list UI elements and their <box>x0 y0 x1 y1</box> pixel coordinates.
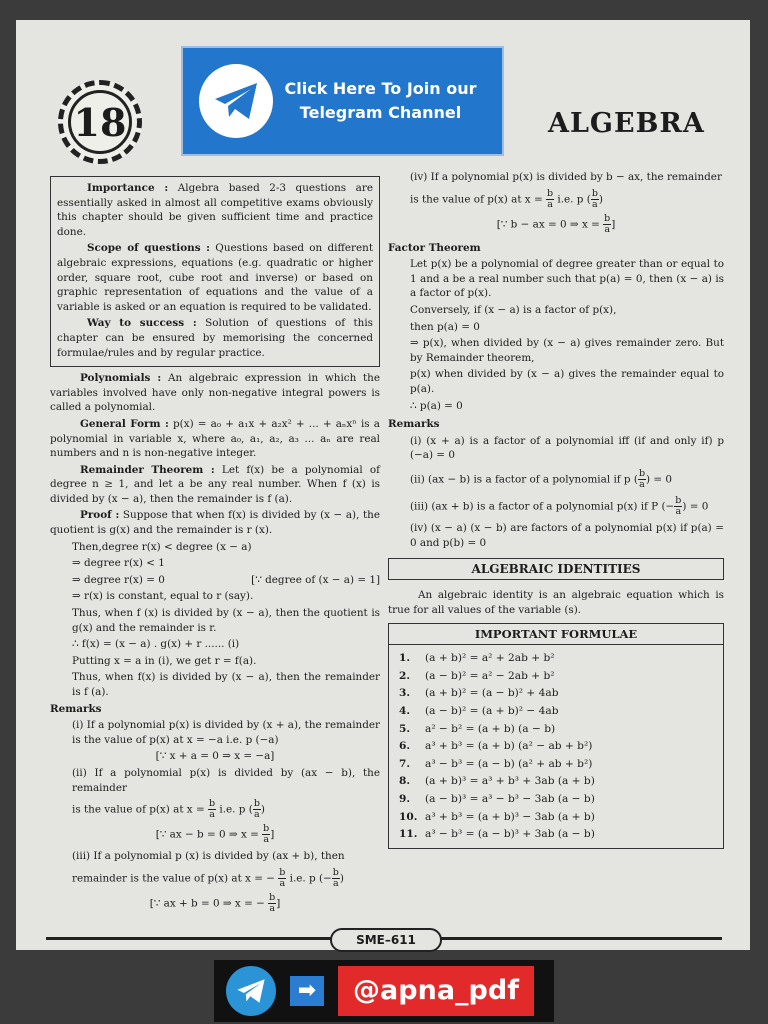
formula-text: (a − b)² = a² − 2ab + b² <box>425 669 555 682</box>
way-label: Way to success : <box>87 317 197 330</box>
remark-1: (i) If a polynomial p(x) is divided by (x + a), the remainder is the value of p(x) at x = −a i.e. p (−a) <box>72 719 380 746</box>
importance-text: Algebra based 2-3 questions are essentially asked in almost all competitive exams obviously this chapter should be given sufficient time and practice done. <box>57 182 373 238</box>
telegram-icon <box>199 64 273 138</box>
intro-box <box>50 176 380 367</box>
remainder-theorem-text: Let f(x) be a polynomial of degree n ≥ 1, and let a be any real number. When f (x) is divided by (x − a), then the remainder is f (a). <box>50 463 380 505</box>
general-form-label: General Form : <box>80 417 169 430</box>
formula-number: 3. <box>399 687 411 700</box>
telegram-banner-text <box>273 77 488 125</box>
factor-theorem-line-5: p(x) when divided by (x − a) gives the remainder equal to p(a). <box>410 368 724 395</box>
formula-number: 9. <box>399 793 411 806</box>
remark-3-note: [∵ ax + b = 0 ⇒ x = − $\frac{b}{a}$ ] <box>149 891 281 914</box>
fraction-b-over-a: $\frac{b}{a}$ <box>638 467 646 490</box>
chapter-number: 18 <box>68 90 132 154</box>
telegram-join-banner[interactable] <box>181 46 504 156</box>
channel-handle: @apna_pdf <box>338 966 534 1016</box>
remark-3: (iii) If a polynomial p (x) is divided by (ax + b), then <box>72 850 345 863</box>
fraction-b-over-a: $\frac{b}{a}$ <box>332 866 339 889</box>
proof-line-6: ∴ f(x) = (x − a) . g(x) + r ...... (i) <box>72 638 240 651</box>
remark-4: (iv) If a polynomial p(x) is divided by b − ax, the remainder <box>410 171 722 183</box>
formula-text: a³ − b³ = (a − b) (a² + ab + b²) <box>425 757 593 770</box>
remark-3-value: remainder is the value of p(x) at x = − $\frac{b}{a}$ i.e. p (− $\frac{b}{a}$ ) <box>72 866 344 889</box>
factor-theorem-line-3: then p(a) = 0 <box>410 320 480 333</box>
formula-text: a³ + b³ = (a + b)³ − 3ab (a + b) <box>425 810 595 823</box>
factor-theorem-heading: Factor Theorem <box>388 241 481 254</box>
formula-number: 7. <box>399 757 411 770</box>
telegram-icon <box>226 966 276 1016</box>
remarks-heading-right: Remarks <box>388 418 440 431</box>
proof-line-2: ⇒ degree r(x) < 1 <box>72 557 165 570</box>
page-code: SME–611 <box>330 928 442 952</box>
factor-theorem-line-1: Let p(x) be a polynomial of degree greater than or equal to 1 and a be a real number such that p(a) = 0, then (x − a) is a factor of p(x). <box>410 258 724 300</box>
formula-number: 11. <box>399 828 418 841</box>
factor-remark-3: (iii) (ax + b) is a factor of a polynomial p(x) if P (− $\frac{b}{a}$ ) = 0 <box>410 494 709 517</box>
fraction-b-over-a: $\frac{b}{a}$ <box>263 823 270 846</box>
banner-line-2: Telegram Channel <box>299 103 462 122</box>
formula-item <box>389 650 723 668</box>
formula-number: 4. <box>399 705 411 718</box>
proof-text: Suppose that when f(x) is divided by (x − a), the quotient is g(x) and the remainder is r (x). <box>50 509 380 537</box>
formula-text: a³ − b³ = (a − b)³ + 3ab (a − b) <box>425 828 595 841</box>
proof-line-4: ⇒ r(x) is constant, equal to r (say). <box>72 590 254 603</box>
formula-item <box>389 668 723 686</box>
left-column <box>50 176 380 916</box>
proof-line-3: ⇒ degree r(x) = 0 <box>72 573 165 586</box>
formula-list <box>389 650 723 844</box>
arrow-right-icon: ➡ <box>290 976 324 1006</box>
proof-line-7: Putting x = a in (i), we get r = f(a). <box>72 654 257 667</box>
formula-number: 8. <box>399 775 411 788</box>
formula-item <box>389 703 723 721</box>
proof-line-5: Thus, when f (x) is divided by (x − a), then the quotient is g(x) and the remainder is r. <box>72 607 380 634</box>
scope-text: Questions based on different algebraic expressions, equations (e.g. quadratic or higher order, square root, cube root and inverse) or based on graphic representation of equations and the value of a variable is asked or an equation is required to be validated. <box>57 242 374 313</box>
proof-line-3-note: [∵ degree of (x − a) = 1] <box>251 573 380 586</box>
remainder-theorem-label: Remainder Theorem : <box>80 463 215 476</box>
formula-text: (a + b)² = (a − b)² + 4ab <box>425 687 559 700</box>
polynomials-text: An algebraic expression in which the variables involved have only non-negative integral powers is called a polynomial. <box>50 372 380 414</box>
fraction-b-over-a: $\frac{b}{a}$ <box>675 494 682 517</box>
important-formulae-heading: IMPORTANT FORMULAE <box>389 624 723 645</box>
fraction-b-over-a: $\frac{b}{a}$ <box>547 187 554 210</box>
way-text: Solution of questions of this chapter can be ensured by memorising the concerned formulae/rules and by regular practice. <box>57 317 373 359</box>
bottom-telegram-banner[interactable] <box>214 960 554 1022</box>
fraction-b-over-a: $\frac{b}{a}$ <box>269 891 276 914</box>
important-formulae-box <box>388 623 724 849</box>
fraction-b-over-a: $\frac{b}{a}$ <box>604 212 611 235</box>
fraction-b-over-a: $\frac{b}{a}$ <box>209 798 216 821</box>
formula-text: (a + b)³ = a³ + b³ + 3ab (a + b) <box>425 775 595 788</box>
proof-line-1: Then,degree r(x) < degree (x − a) <box>72 540 252 553</box>
formula-item <box>389 738 723 756</box>
remark-1-note: [∵ x + a = 0 ⇒ x = −a] <box>155 750 275 763</box>
formula-number: 2. <box>399 669 411 682</box>
remark-2-note: [∵ ax − b = 0 ⇒ x = $\frac{b}{a}$ ] <box>155 823 275 846</box>
formula-item <box>389 791 723 809</box>
banner-line-1: Click Here To Join our <box>284 79 477 98</box>
formula-item <box>389 826 723 844</box>
general-form-text: p(x) = a₀ + a₁x + a₂x² + ... + aₙxⁿ is a polynomial in variable x, where a₀, a₁, a₂, a₃ ... aₙ are real numbers and n is non-negative integer. <box>50 417 380 460</box>
formula-number: 6. <box>399 740 411 753</box>
formula-item <box>389 721 723 739</box>
formula-item <box>389 756 723 774</box>
remark-4-note: [∵ b − ax = 0 ⇒ x = $\frac{b}{a}$ ] <box>496 212 616 235</box>
polynomials-label: Polynomials : <box>80 372 162 385</box>
formula-item <box>389 685 723 703</box>
proof-label: Proof : <box>80 509 120 522</box>
factor-remark-2: (ii) (ax − b) is a factor of a polynomial if p ( $\frac{b}{a}$ ) = 0 <box>410 467 673 490</box>
remark-2: (ii) If a polynomial p(x) is divided by (ax − b), the remainder <box>72 766 380 794</box>
factor-theorem-line-4: ⇒ p(x), when divided by (x − a) gives remainder zero. But by Remainder theorem, <box>410 337 724 364</box>
fraction-b-over-a: $\frac{b}{a}$ <box>253 798 260 821</box>
algebraic-identities-text: An algebraic identity is an algebraic equation which is true for all values of the variable (s). <box>388 589 724 616</box>
proof-line-8: Thus, when f(x) is divided by (x − a), then the remainder is f (a). <box>72 671 380 698</box>
formula-text: a³ + b³ = (a + b) (a² − ab + b²) <box>425 740 593 753</box>
chapter-title: ALGEBRA <box>548 108 705 139</box>
algebraic-identities-heading: ALGEBRAIC IDENTITIES <box>388 558 724 580</box>
formula-number: 5. <box>399 722 411 735</box>
scope-label: Scope of questions : <box>87 242 211 255</box>
remarks-heading-left: Remarks <box>50 702 102 715</box>
formula-text: (a − b)² = (a + b)² − 4ab <box>425 705 559 718</box>
factor-remark-4: (iv) (x − a) (x − b) are factors of a polynomial p(x) if p(a) = 0 and p(b) = 0 <box>410 521 724 549</box>
formula-item <box>389 773 723 791</box>
formula-text: (a + b)² = a² + 2ab + b² <box>425 652 555 665</box>
fraction-b-over-a: $\frac{b}{a}$ <box>591 187 598 210</box>
factor-remark-1: (i) (x + a) is a factor of a polynomial iff (if and only if) p (−a) = 0 <box>410 434 724 462</box>
remark-4-value: is the value of p(x) at x = $\frac{b}{a}$ i.e. p ( $\frac{b}{a}$ ) <box>410 187 603 210</box>
formula-number: 10. <box>399 810 418 823</box>
formula-text: (a − b)³ = a³ − b³ − 3ab (a − b) <box>425 793 595 806</box>
factor-theorem-line-2: Conversely, if (x − a) is a factor of p(x), <box>410 303 617 316</box>
chapter-number-badge <box>58 80 142 164</box>
formula-number: 1. <box>399 652 411 665</box>
importance-label: Importance : <box>87 182 169 194</box>
right-column <box>388 170 724 849</box>
fraction-b-over-a: $\frac{b}{a}$ <box>279 866 286 889</box>
formula-item <box>389 809 723 827</box>
factor-theorem-line-6: ∴ p(a) = 0 <box>410 399 463 412</box>
remark-2-value: is the value of p(x) at x = $\frac{b}{a}$ i.e. p ( $\frac{b}{a}$ ) <box>72 798 265 821</box>
formula-text: a² − b² = (a + b) (a − b) <box>425 722 556 735</box>
